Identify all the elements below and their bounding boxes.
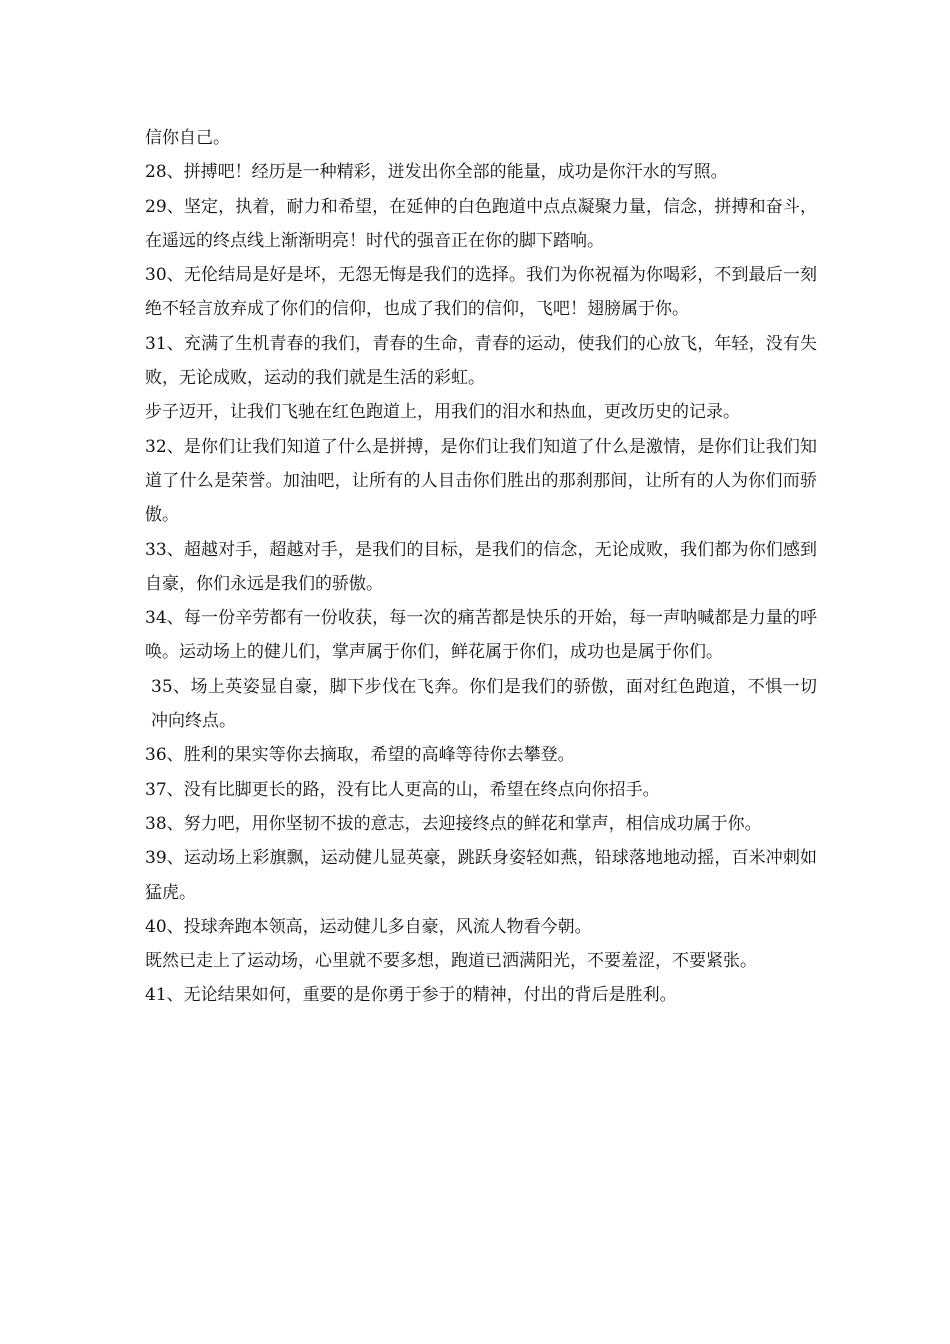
paragraph: 既然已走上了运动场，心里就不要多想，跑道已洒满阳光，不要羞涩，不要紧张。 [145, 951, 757, 972]
paragraph: 30、无伦结局是好是坏，无怨无悔是我们的选择。我们为你祝福为你喝彩，不到最后一刻绝不轻言放弃成了你们的信仰，也成了我们的信仰，飞吧！翅膀属于你。 [145, 265, 817, 320]
paragraph: 36、胜利的果实等你去摘取，希望的高峰等待你去攀登。 [145, 745, 575, 766]
document-body [145, 121, 817, 1013]
paragraph: 28、拼搏吧！经历是一种精彩，迸发出你全部的能量，成功是你汗水的写照。 [145, 162, 728, 183]
paragraph: 29、坚定，执着，耐力和希望，在延伸的白色跑道中点点凝聚力量，信念，拼搏和奋斗，在遥远的终点线上渐渐明亮！时代的强音正在你的脚下踏响。 [145, 196, 817, 251]
paragraph: 31、充满了生机青春的我们，青春的生命，青春的运动，使我们的心放飞，年轻，没有失败，无论成败，运动的我们就是生活的彩虹。 [145, 333, 817, 389]
paragraph: 39、运动场上彩旗飘，运动健儿显英豪，跳跃身姿轻如燕，铅球落地地动摇，百米冲刺如猛虎。 [145, 848, 817, 903]
paragraph: 步子迈开，让我们飞驰在红色跑道上，用我们的泪水和热血，更改历史的记录。 [145, 402, 740, 423]
paragraph: 32、是你们让我们知道了什么是拼搏，是你们让我们知道了什么是激情，是你们让我们知道了什么是荣誉。加油吧，让所有的人目击你们胜出的那刹那间，让所有的人为你们而骄傲。 [145, 436, 817, 526]
paragraph: 38、努力吧，用你坚韧不拔的意志，去迎接终点的鲜花和掌声，相信成功属于你。 [145, 813, 762, 834]
paragraph: 41、无论结果如何，重要的是你勇于参于的精神，付出的背后是胜利。 [145, 985, 677, 1006]
paragraph: 35、场上英姿显自豪，脚下步伐在飞奔。你们是我们的骄傲，面对红色跑道，不惧一切冲向终点。 [151, 676, 817, 732]
paragraph: 34、每一份辛劳都有一份收获，每一次的痛苦都是快乐的开始，每一声呐喊都是力量的呼唤。运动场上的健儿们，掌声属于你们，鲜花属于你们，成功也是属于你们。 [145, 608, 817, 663]
paragraph: 信你自己。 [145, 128, 230, 148]
paragraph: 37、没有比脚更长的路，没有比人更高的山，希望在终点向你招手。 [145, 779, 660, 800]
paragraph: 33、超越对手，超越对手，是我们的目标，是我们的信念，无论成败，我们都为你们感到自豪，你们永远是我们的骄傲。 [145, 539, 817, 594]
paragraph: 40、投球奔跑本领高，运动健儿多自豪，风流人物看今朝。 [145, 916, 592, 937]
